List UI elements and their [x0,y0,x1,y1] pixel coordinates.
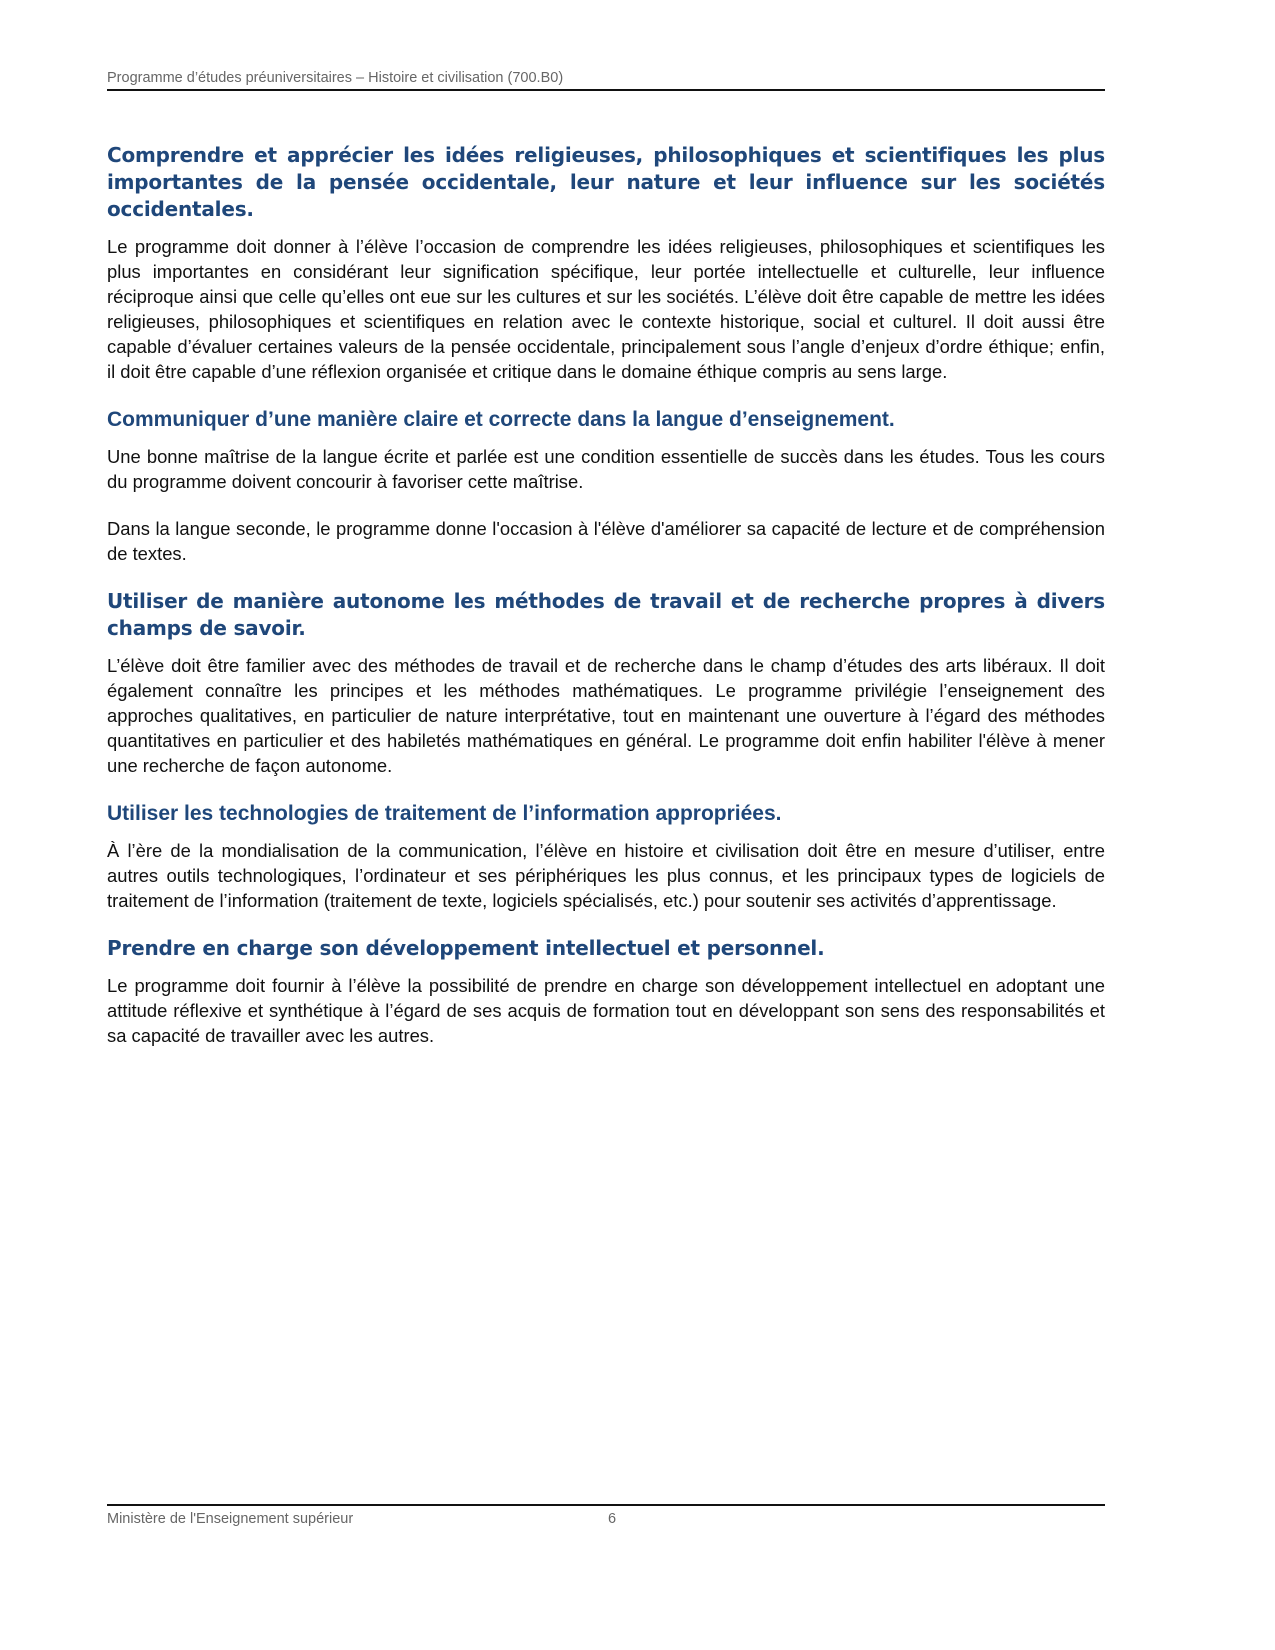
page-footer [107,1504,1105,1527]
footer-publisher: Ministère de l'Enseignement supérieur [107,1511,354,1527]
section-heading: Prendre en charge son développement intellectuel et personnel. [107,936,825,960]
section-heading: Utiliser les technologies de traitement de l’information appropriées. [107,802,782,825]
page-number: 6 [608,1511,617,1527]
document-body [107,142,1105,1070]
paragraph: Une bonne maîtrise de la langue écrite et parlée est une condition essentielle de succès dans les études. Tous les cours du programme doivent concourir à favoriser cette maîtrise. [107,446,1105,492]
paragraph: À l’ère de la mondialisation de la communication, l’élève en histoire et civilisation doit être en mesure d’utiliser, entre autres outils technologiques, l’ordinateur et ses périphériques les plus connus, et les principaux types de logiciels de traitement de l’information (traitement de texte, logiciels spécialisés, etc.) pour soutenir ses activités d’apprentissage. [107,840,1105,911]
paragraph: L’élève doit être familier avec des méthodes de travail et de recherche dans le champ d’études des arts libéraux. Il doit également connaître les principes et les méthodes mathématiques. Le programme privilégie l’enseignement des approches qualitatives, en particulier de nature interprétative, tout en maintenant une ouverture à l’égard des méthodes quantitatives en particulier et des habiletés mathématiques en général. Le programme doit enfin habiliter l'élève à mener une recherche de façon autonome. [107,655,1105,776]
running-header: Programme d’études préuniversitaires – Histoire et civilisation (700.B0) [107,70,1105,91]
section-heading: Comprendre et apprécier les idées religieuses, philosophiques et scientifiques les plus importantes de la pensée occidentale, leur nature et leur influence sur les sociétés occidentales. [107,143,1105,221]
paragraph: Le programme doit donner à l’élève l’occasion de comprendre les idées religieuses, philosophiques et scientifiques les plus importantes en considérant leur signification spécifique, leur portée intellectuelle et culturelle, leur influence réciproque ainsi que celle qu’elles ont eue sur les cultures et sur les sociétés. L’élève doit être capable de mettre les idées religieuses, philosophiques et scientifiques en relation avec le contexte historique, social et culturel. Il doit aussi être capable d’évaluer certaines valeurs de la pensée occidentale, principalement sous l’angle d’enjeux d’ordre éthique; enfin, il doit être capable d’une réflexion organisée et critique dans le domaine éthique compris au sens large. [107,236,1105,382]
section-heading: Communiquer d’une manière claire et correcte dans la langue d’enseignement. [107,408,895,431]
section-heading: Utiliser de manière autonome les méthodes de travail et de recherche propres à divers champs de savoir. [107,589,1105,640]
paragraph: Le programme doit fournir à l’élève la possibilité de prendre en charge son développement intellectuel en adoptant une attitude réflexive et synthétique à l’égard de ses acquis de formation tout en développant son sens des responsabilités et sa capacité de travailler avec les autres. [107,975,1105,1046]
paragraph: Dans la langue seconde, le programme donne l'occasion à l'élève d'améliorer sa capacité de lecture et de compréhension de textes. [107,518,1105,564]
